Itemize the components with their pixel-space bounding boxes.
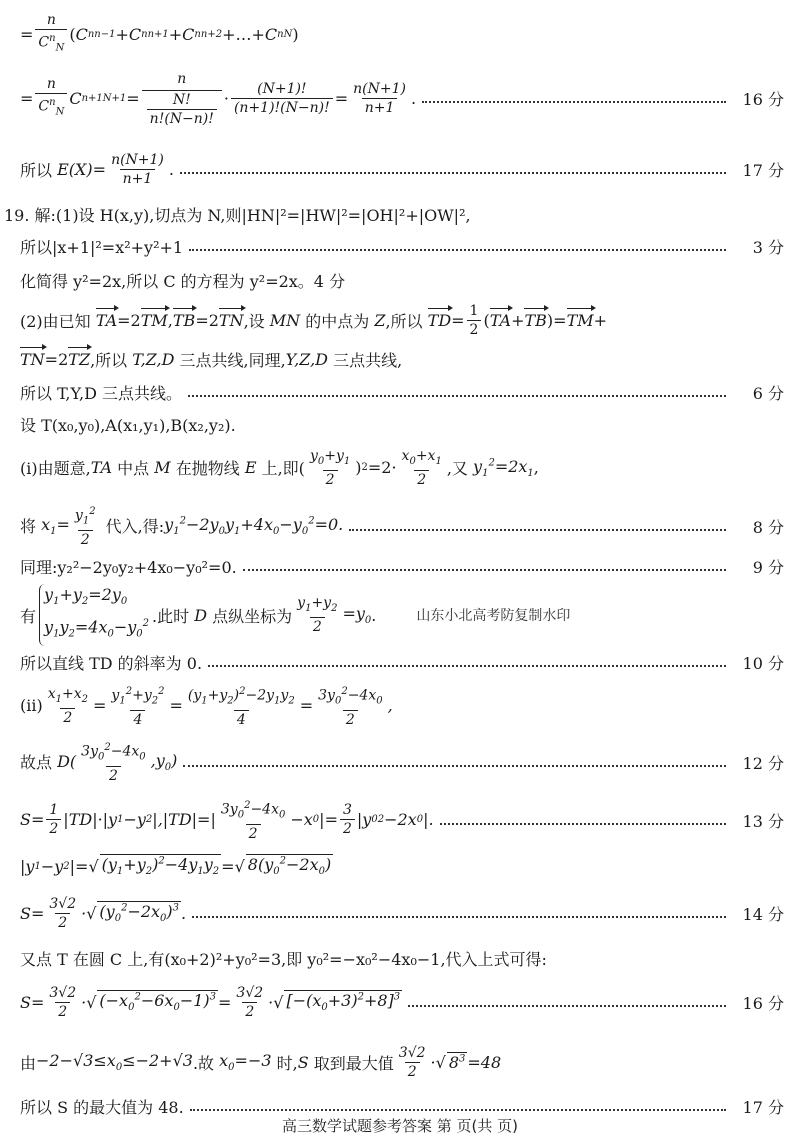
- line-17: [0, 738, 800, 786]
- line-1: [0, 11, 800, 54]
- line-15-text: 所以直线 TD 的斜率为 0.: [20, 653, 203, 673]
- line-12: [0, 502, 800, 550]
- line-17-score: 12 分: [742, 753, 784, 773]
- line-7-text: (2)由已知 TA =2 TM , TB =2 TN ,设 MN 的中点为 Z ,所以 TD = $\frac{1}{2}$ ( TA + TB )= TM +: [20, 302, 608, 338]
- line-22-formula: S= $\frac{3√2}{2}$ ·√ $(-x_0^2-6x_0-1)^3$ = $\frac{3√2}{2}$ ·√ $[-(x_0+3)^2+8]^3$: [20, 984, 401, 1020]
- line-22: [0, 978, 800, 1026]
- line-9-score: 6 分: [752, 383, 784, 403]
- line-20: [0, 890, 800, 936]
- line-9: [0, 378, 800, 406]
- line-5-text: 所以|x+1|²=x²+y²+1: [20, 237, 184, 257]
- line-13-text: 同理:y₂²−2y₀y₂+4x₀−y₀²=0.: [20, 557, 237, 577]
- line-24-score: 17 分: [742, 1097, 784, 1117]
- line-7: [0, 300, 800, 340]
- line-1-formula: = $\frac{n}{C^n_N}$ ( C n n−1 + C n n+1 + C n n+2 +…+ C n N ): [20, 11, 299, 57]
- line-16-formula: (ii) $\frac{x_1+x_2}{2}$ = $\frac{y_1^2+y_2^2}{4}$ = $\frac{(y_1+y_2)^2-2y_1y_2}{4}$ = $\frac{3y_0^2-4x_0}{2}$ ,: [20, 685, 393, 729]
- line-13-score: 9 分: [752, 557, 784, 577]
- line-2: [0, 62, 800, 134]
- line-19-formula: |y 1 −y 2 |=√ $(y_1+y_2)^2-4y_1y_2$ =√ $8(y_0^2-2x_0)$: [20, 855, 332, 878]
- line-5: [0, 232, 800, 260]
- line-11: [0, 444, 800, 492]
- line-12-text: 将 $x_1=$ $\frac{y_1^2}{2}$ 代入,得: $y_1^2-2y_0y_1+4x_0-y_0^2=0$.: [20, 505, 344, 549]
- line-6: [0, 266, 800, 294]
- line-4: [0, 200, 800, 228]
- line-19: [0, 850, 800, 882]
- line-3-text: 所以 E(X)= $\frac{n(N+1)}{n+1}$ .: [20, 151, 174, 187]
- line-21-text: 又点 T 在圆 C 上,有(x₀+2)²+y₀²=3,即 y₀²=−x₀²−4x₀−1,代入上式可得:: [20, 949, 547, 969]
- line-14: [0, 585, 800, 642]
- line-18-formula: S= $\frac{1}{2}$ |TD|·|y 1 −y 2 |,|TD|=| $\frac{3y_0^2-4x_0}{2}$ −x 0 |= $\frac{3}{2}$ |y 0 2 −2x 0 |.: [20, 799, 434, 843]
- line-23: [0, 1038, 800, 1086]
- line-5-score: 3 分: [752, 237, 784, 257]
- line-23-text: 由 $-2-√3\le x_0\le-2+√3$ .故 $x_0=-3$ 时, S 取到最大值 $\frac{3√2}{2}$ ·√ $8^3 =48$: [20, 1044, 502, 1080]
- line-15-score: 10 分: [742, 653, 784, 673]
- line-22-score: 16 分: [742, 993, 784, 1013]
- line-18: [0, 796, 800, 844]
- page-footer: 高三数学试题参考答案 第 页(共 页): [281, 1117, 518, 1135]
- line-13: [0, 552, 800, 580]
- line-2-formula: = $\frac{n}{C^n_N}$ C n+1 N+1 = $\frac{n}{\frac{N!}{n!(N-n)!}}$ · $\frac{(N+1)!}{(n+1)!(N-n)!}$ = $\frac{n(N+1)}{n+1}$ .: [20, 71, 417, 127]
- line-3-score: 17 分: [742, 160, 784, 180]
- line-10: [0, 410, 800, 438]
- line-17-text: 故点 D( $\frac{3y_0^2-4x_0}{2}$ $,y_0$): [20, 741, 178, 785]
- line-12-score: 8 分: [752, 517, 784, 537]
- line-3: [0, 146, 800, 192]
- line-15: [0, 648, 800, 676]
- line-21: [0, 944, 800, 972]
- line-20-formula: S= $\frac{3√2}{2}$ ·√ $(y_0^2-2x_0)^3$ .: [20, 895, 187, 931]
- line-14-text: 有 $y_1+y_2=2y_0$ $y_1y_2=4x_0-y_0^2$ .此时 D 点纵坐标为 $\frac{y_1+y_2}{2}$ $=y_0$ .: [20, 584, 376, 646]
- watermark: 山东小北高考防复制水印: [416, 608, 571, 624]
- line-8: [0, 344, 800, 374]
- line-18-score: 13 分: [742, 811, 784, 831]
- line-9-text: 所以 T,Y,D 三点共线。: [20, 383, 182, 403]
- line-11-text: (i)由题意, TA 中点 M 在抛物线 E 上,即( $\frac{y_0+y_1}{2}$ ) 2 =2· $\frac{x_0+x_1}{2}$ ,又 $y_1^2=2x_1$ ,: [20, 447, 539, 489]
- line-8-text: TN =2 TZ ,所以 T,Z,D 三点共线,同理, Y,Z,D 三点共线,: [20, 349, 403, 370]
- line-16: [0, 682, 800, 730]
- line-2-score: 16 分: [742, 89, 784, 109]
- line-24-text: 所以 S 的最大值为 48.: [20, 1097, 184, 1117]
- line-20-score: 14 分: [742, 904, 784, 924]
- line-6-text: 化简得 y²=2x,所以 C 的方程为 y²=2x。4 分: [20, 271, 346, 291]
- problem-19-intro: 19. 解:(1)设 H(x,y),切点为 N,则|HN|²=|HW|²=|OH|²+|OW|²,: [4, 205, 471, 225]
- line-10-text: 设 T(x₀,y₀),A(x₁,y₁),B(x₂,y₂).: [20, 415, 236, 435]
